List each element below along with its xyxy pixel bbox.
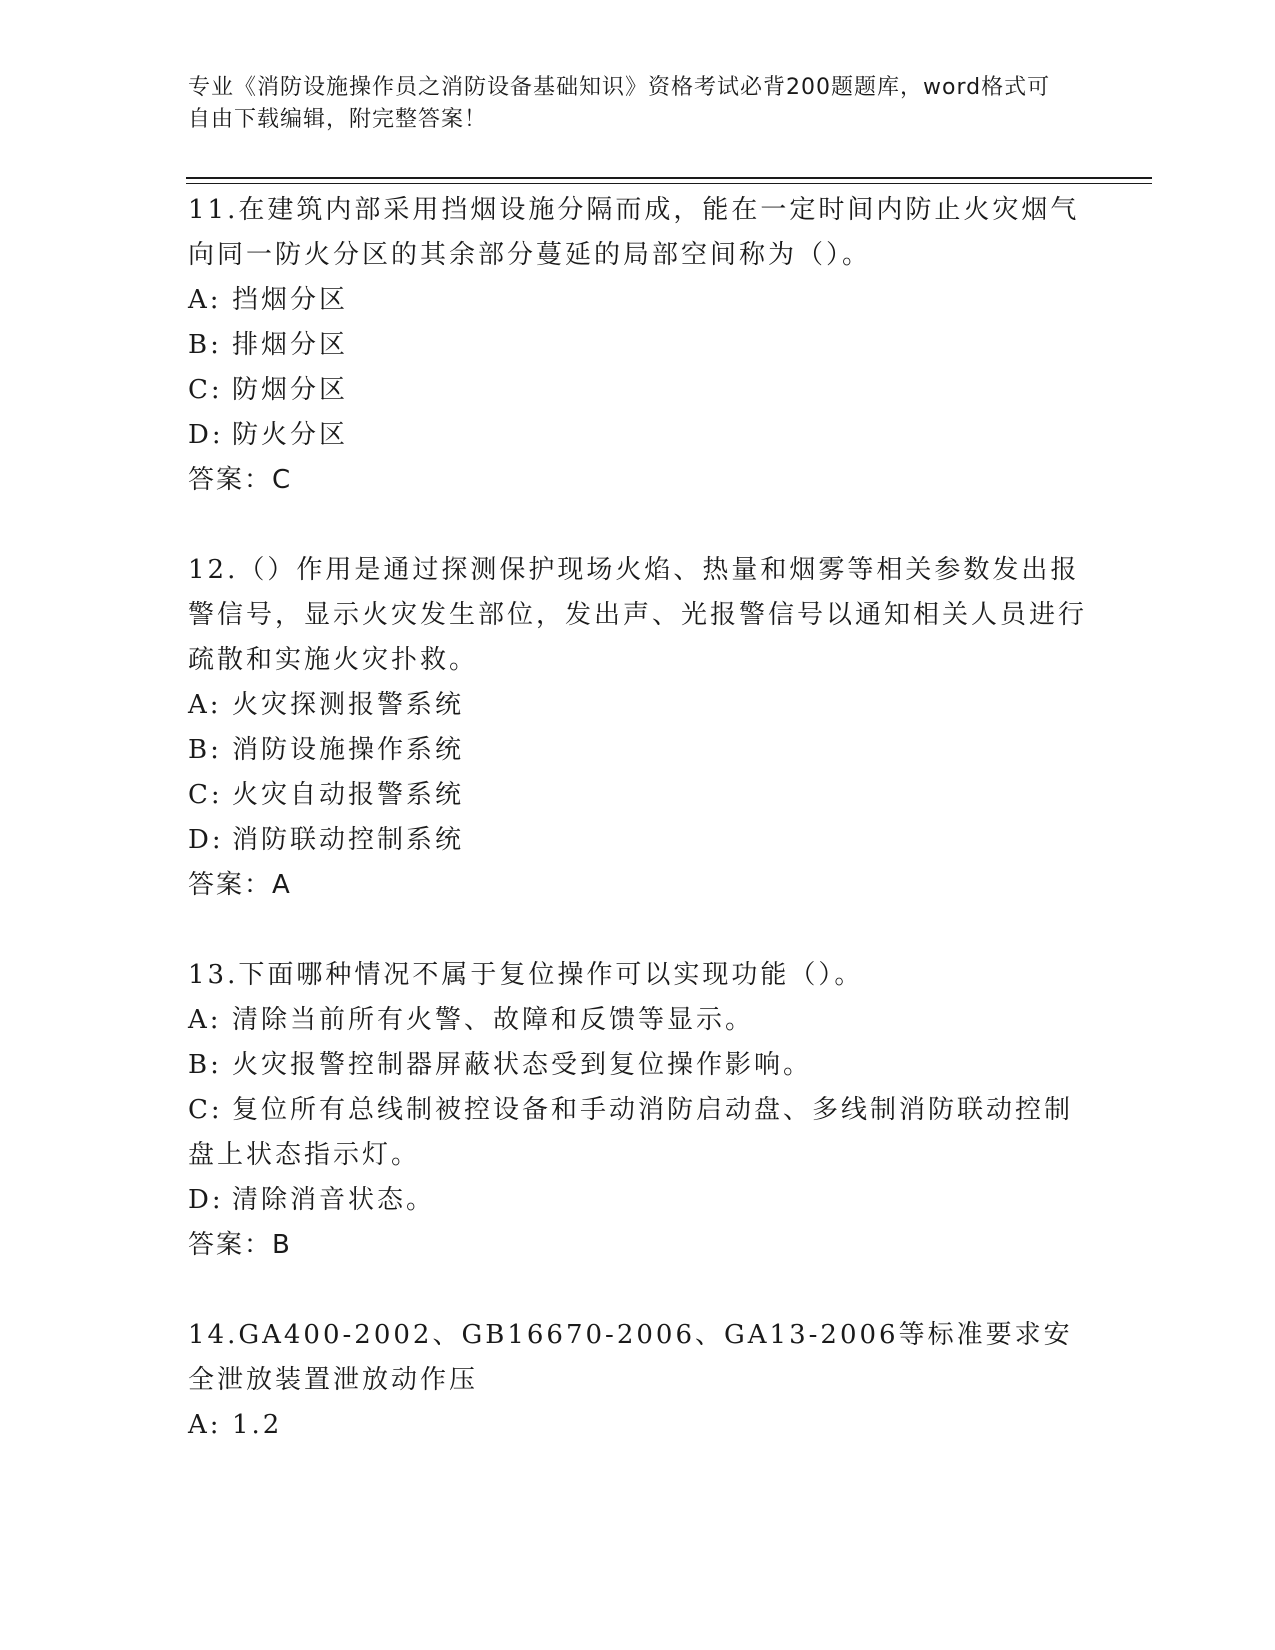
option-letter: D:: [188, 420, 224, 450]
option-text: 消防联动控制系统: [232, 825, 465, 855]
option-c: [188, 368, 1088, 413]
spacer: [188, 503, 1088, 548]
option-letter: B:: [188, 1050, 222, 1080]
option-text: 消防设施操作系统: [232, 735, 465, 765]
option-c: [188, 773, 1088, 818]
question-stem: 11.在建筑内部采用挡烟设施分隔而成，能在一定时间内防止火灾烟气向同一防火分区的其余部分蔓延的局部空间称为（）。: [188, 195, 1080, 270]
option-a: [188, 683, 1088, 728]
option-a: [188, 1403, 1088, 1448]
option-text: 清除消音状态。: [232, 1185, 436, 1215]
option-b: [188, 728, 1088, 773]
option-text: 防火分区: [232, 420, 349, 450]
question-list: [188, 188, 1088, 1448]
option-text: 火灾报警控制器屏蔽状态受到复位操作影响。: [232, 1050, 813, 1080]
header-divider-thin: [186, 183, 1152, 184]
option-letter: C:: [188, 1095, 223, 1125]
option-b: [188, 1043, 1088, 1088]
option-letter: D:: [188, 825, 224, 855]
option-letter: B:: [188, 735, 222, 765]
option-a: [188, 278, 1088, 323]
option-text: 排烟分区: [232, 330, 349, 360]
option-a: [188, 998, 1088, 1043]
option-text: 清除当前所有火警、故障和反馈等显示。: [232, 1005, 755, 1035]
answer-line: 答案：A: [188, 870, 292, 900]
option-text: 火灾自动报警系统: [232, 780, 465, 810]
question-11: [188, 188, 1088, 503]
header-divider-thick: [186, 177, 1152, 179]
option-letter: A:: [188, 285, 222, 315]
option-letter: A:: [188, 1005, 222, 1035]
question-stem: 14.GA400-2002、GB16670-2006、GA13-2006等标准要求安全泄放装置泄放动作压: [188, 1320, 1073, 1395]
spacer: [188, 908, 1088, 953]
answer-line: 答案：C: [188, 465, 293, 495]
option-c: [188, 1088, 1088, 1178]
option-b: [188, 323, 1088, 368]
option-letter: C:: [188, 780, 223, 810]
option-letter: A:: [188, 1410, 222, 1440]
option-letter: C:: [188, 375, 223, 405]
option-letter: D:: [188, 1185, 224, 1215]
option-d: [188, 1178, 1088, 1223]
answer-line: 答案：B: [188, 1230, 292, 1260]
question-stem: 12.（）作用是通过探测保护现场火焰、热量和烟雾等相关参数发出报警信号，显示火灾发生部位，发出声、光报警信号以通知相关人员进行疏散和实施火灾扑救。: [188, 555, 1088, 675]
option-text: 挡烟分区: [232, 285, 349, 315]
spacer: [188, 1268, 1088, 1313]
question-12: [188, 548, 1088, 908]
option-letter: B:: [188, 330, 222, 360]
option-text: 1.2: [232, 1410, 283, 1440]
option-text: 防烟分区: [232, 375, 349, 405]
option-text: 复位所有总线制被控设备和手动消防启动盘、多线制消防联动控制盘上状态指示灯。: [188, 1095, 1074, 1170]
option-text: 火灾探测报警系统: [232, 690, 465, 720]
option-d: [188, 413, 1088, 458]
question-14: [188, 1313, 1088, 1448]
question-stem: 13.下面哪种情况不属于复位操作可以实现功能（）。: [188, 960, 864, 990]
question-13: [188, 953, 1088, 1268]
option-d: [188, 818, 1088, 863]
document-header: 专业《消防设施操作员之消防设备基础知识》资格考试必背200题题库，word格式可自由下载编辑，附完整答案！: [188, 75, 1051, 132]
option-letter: A:: [188, 690, 222, 720]
